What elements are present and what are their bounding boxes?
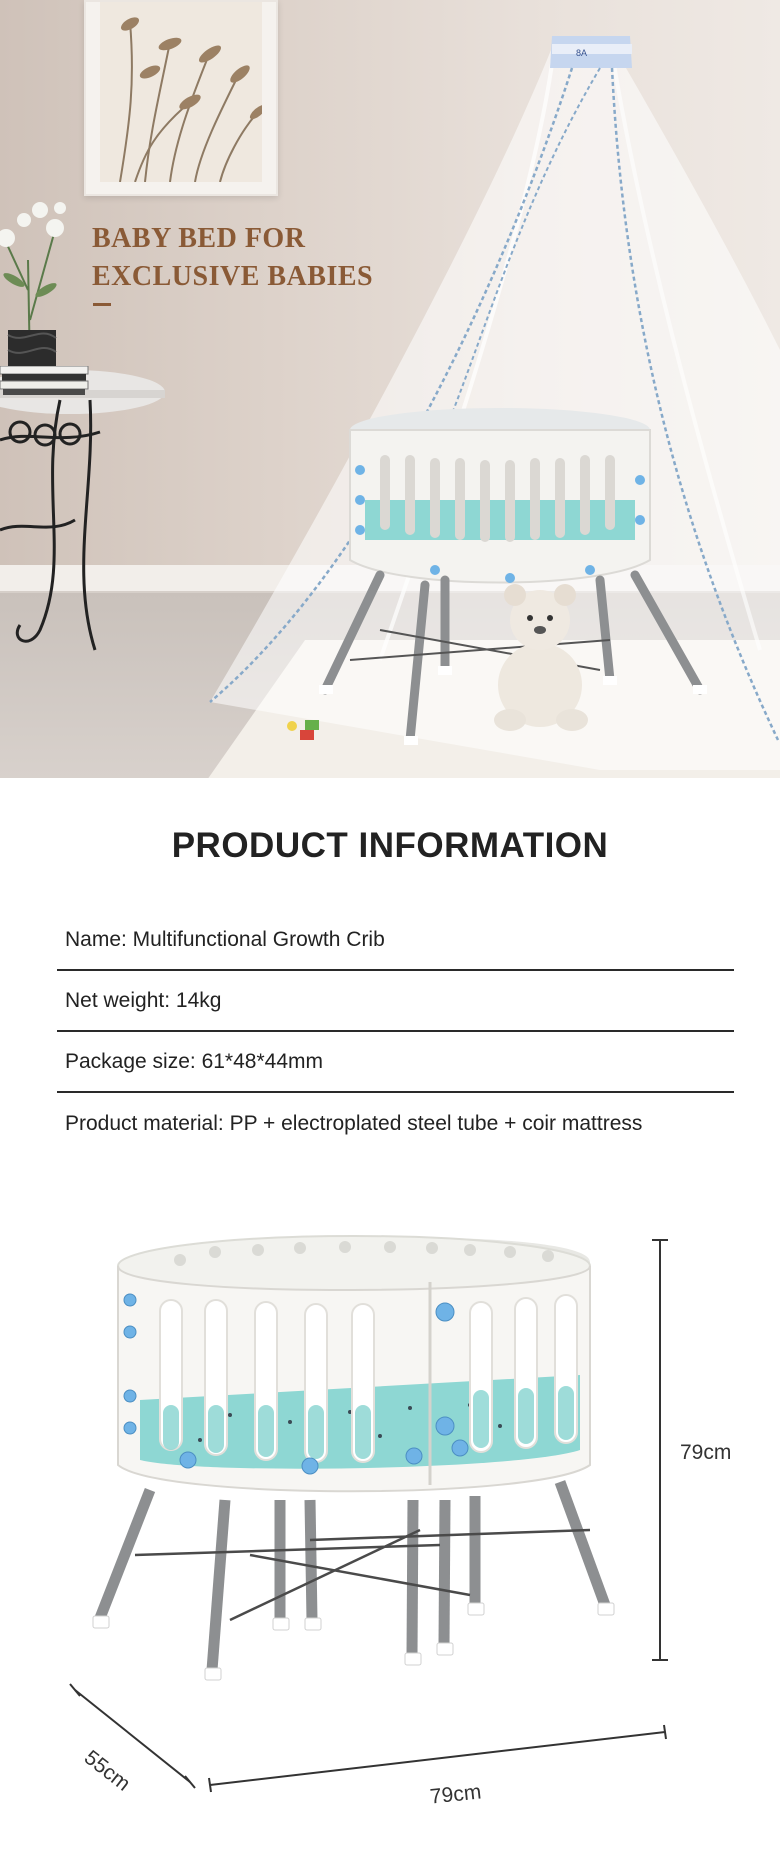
height-dimension-label: 79cm [680,1441,732,1464]
crib-with-canopy-photo [180,30,780,770]
hero-title-underline [93,303,111,306]
info-row-package-size: Package size: 61*48*44mm [57,1032,734,1093]
width-dimension-label: 79cm [428,1780,483,1809]
product-info-table [57,910,734,1154]
canopy-tag: 8A [576,48,588,58]
crib-product-image [0,1200,780,1849]
hero-title-line-2: EXCLUSIVE BABIES [92,261,374,292]
hero-banner [0,0,780,778]
info-row-net-weight: Net weight: 14kg [57,971,734,1032]
depth-dimension-label: 55cm [79,1746,135,1796]
info-row-material: Product material: PP + electroplated steel tube + coir mattress [65,1111,643,1135]
info-row-name: Name: Multifunctional Growth Crib [57,910,734,971]
product-information-title: PRODUCT INFORMATION [171,826,609,865]
hero-title-line-1: BABY BED FOR [92,223,306,254]
crib-dimension-diagram [0,1200,780,1849]
potted-plant [0,170,70,370]
stacked-books [0,366,90,396]
toy-on-floor [287,720,319,740]
side-table [0,370,165,660]
